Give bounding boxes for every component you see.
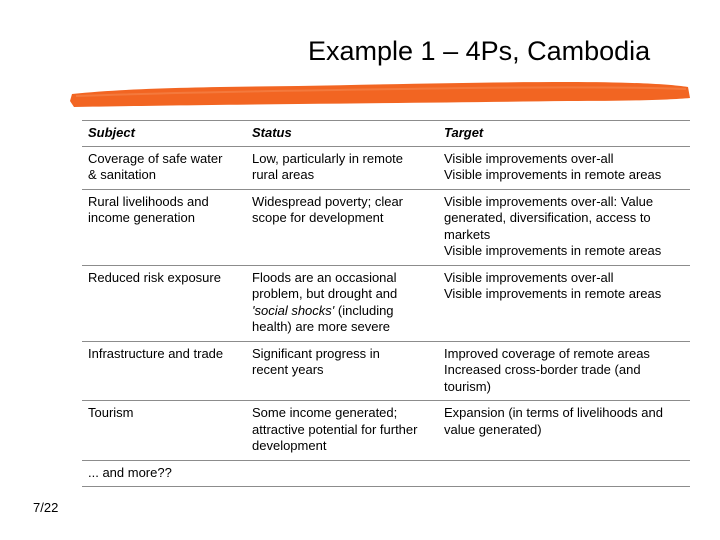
cell-target <box>438 460 690 487</box>
cell-subject: Rural livelihoods and income generation <box>82 189 246 265</box>
orange-brush-stroke <box>68 74 694 110</box>
table-row <box>82 146 690 189</box>
page-number: 7/22 <box>33 500 59 515</box>
cell-subject: Coverage of safe water & sanitation <box>82 146 246 189</box>
header-target: Target <box>438 121 690 147</box>
cell-target: Visible improvements over-all Visible improvements in remote areas <box>438 146 690 189</box>
cell-subject: Reduced risk exposure <box>82 265 246 341</box>
table-header-row <box>82 121 690 147</box>
cell-subject: ... and more?? <box>82 460 246 487</box>
cell-status <box>246 460 438 487</box>
table-row <box>82 341 690 401</box>
cell-target: Visible improvements over-all: Value generated, diversification, access to markets Visible improvements in remote areas <box>438 189 690 265</box>
cell-subject: Tourism <box>82 401 246 461</box>
table-row <box>82 189 690 265</box>
cell-status: Widespread poverty; clear scope for development <box>246 189 438 265</box>
content-table <box>82 120 690 487</box>
cell-subject: Infrastructure and trade <box>82 341 246 401</box>
cell-target: Expansion (in terms of livelihoods and value generated) <box>438 401 690 461</box>
cell-status: Floods are an occasional problem, but drought and 'social shocks' (including health) are more severe <box>246 265 438 341</box>
header-subject: Subject <box>82 121 246 147</box>
cell-status: Low, particularly in remote rural areas <box>246 146 438 189</box>
cell-status: Some income generated; attractive potential for further development <box>246 401 438 461</box>
brush-stroke-shape <box>70 82 690 107</box>
social-shocks-emphasis: 'social shocks' <box>252 302 335 318</box>
table-row <box>82 460 690 487</box>
table-row <box>82 265 690 341</box>
header-status: Status <box>246 121 438 147</box>
cell-target: Improved coverage of remote areas Increased cross-border trade (and tourism) <box>438 341 690 401</box>
table-row <box>82 401 690 461</box>
cell-status: Significant progress in recent years <box>246 341 438 401</box>
slide-title: Example 1 – 4Ps, Cambodia <box>308 36 651 66</box>
cell-target: Visible improvements over-all Visible improvements in remote areas <box>438 265 690 341</box>
